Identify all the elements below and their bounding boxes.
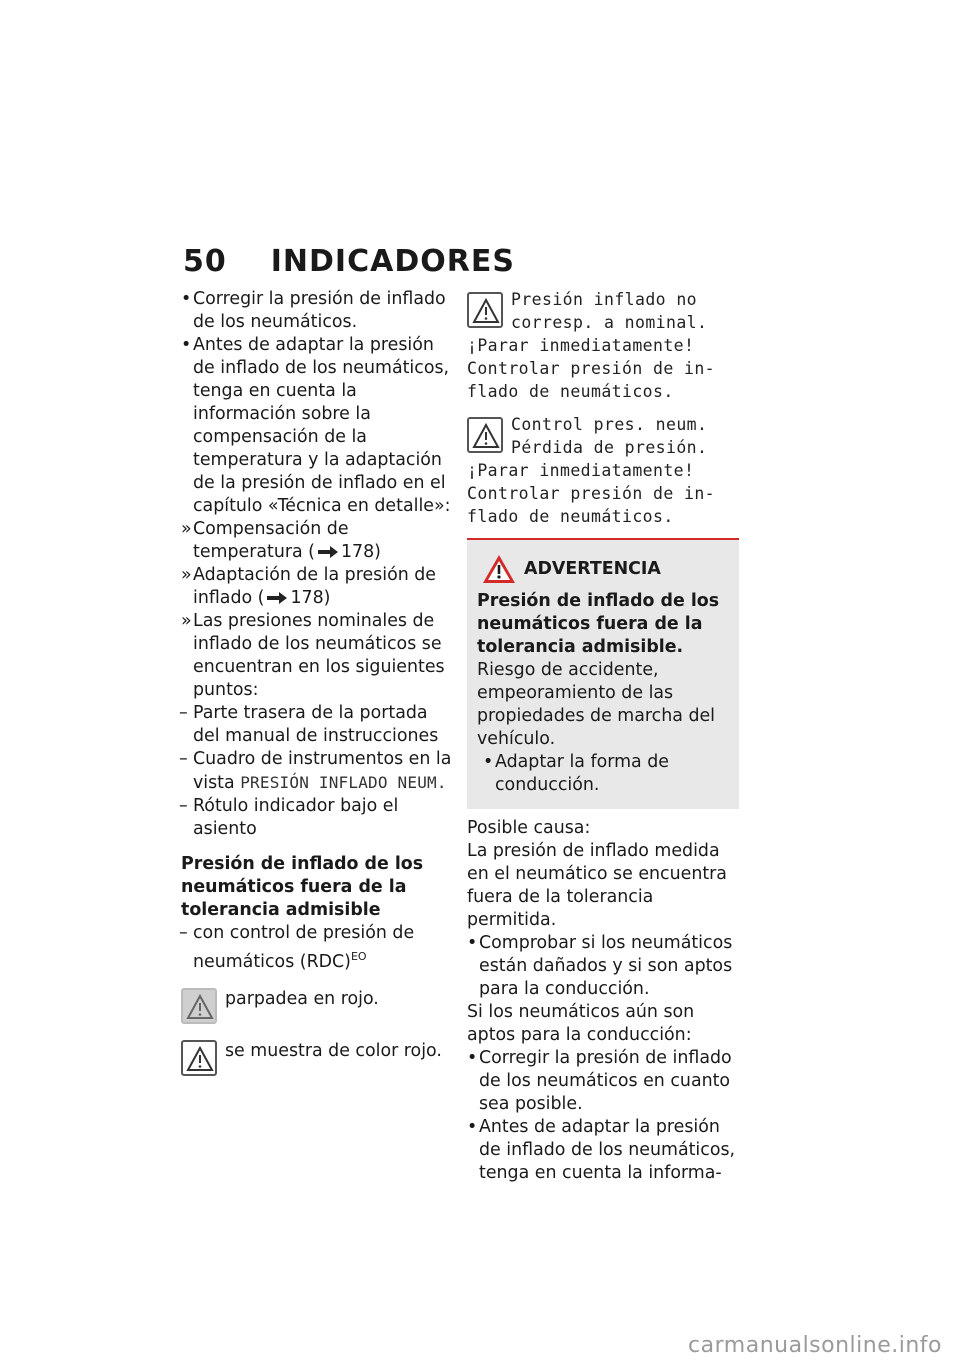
display-text: PRESIÓN INFLADO NEUM.	[240, 773, 447, 792]
list-item: – Cuadro de instrumentos en la vista PRESIÓN INFLADO NEUM.	[179, 749, 452, 793]
warning-triangle-icon	[467, 417, 503, 453]
arrow-right-icon	[317, 546, 339, 558]
warning-triangle-icon	[181, 988, 217, 1024]
list-item: • Adaptar la forma de conducción.	[483, 752, 669, 795]
reference-item[interactable]: » Compensación de temperatura ( 178)	[181, 519, 381, 562]
warning-body: Riesgo de accidente, empeoramiento de las propiedades de marcha del vehículo.	[477, 660, 716, 749]
list-item: – con control de presión de neumáticos (RDC)$^{EO}$	[179, 923, 415, 972]
list-item: • Comprobar si los neumáticos están dañados y si son aptos para la conducción.	[467, 933, 733, 999]
watermark-link[interactable]: carmanualsonline.info	[688, 1333, 942, 1358]
page-title: INDICADORES	[270, 244, 515, 279]
arrow-right-icon	[266, 592, 288, 604]
list-item: • Antes de adaptar la presión de inflado de los neumáticos, tenga en cuenta la información sobre la compensación de la temperatura y la adaptación de la presión de inflado en el capítulo «Técnica en detalle»:	[181, 335, 451, 516]
list-item: • Corregir la presión de inflado de los neumáticos en cuanto sea posible.	[467, 1048, 732, 1114]
cause-text: La presión de inflado medida en el neumático se encuentra fuera de la tolerancia permitida.	[467, 841, 727, 930]
display-message: Presión inflado no corresp. a nominal. ¡Parar inmediatamente! Controlar presión de in- flado de neumáticos.	[467, 290, 716, 401]
warning-triangle-icon	[467, 292, 503, 328]
warning-triangle-icon	[482, 554, 516, 584]
page-number: 50	[183, 244, 227, 279]
warning-heading: Presión de inflado de los neumáticos fuera de la tolerancia admisible.	[477, 591, 720, 657]
section-heading: Presión de inflado de los neumáticos fuera de la tolerancia admisible	[181, 854, 424, 920]
paragraph: Si los neumáticos aún son aptos para la conducción:	[467, 1002, 695, 1045]
reference-item[interactable]: » Adaptación de la presión de inflado ( 178)	[181, 565, 436, 608]
warning-box	[467, 540, 739, 809]
list-item: • Corregir la presión de inflado de los neumáticos.	[181, 289, 446, 332]
list-item: – Parte trasera de la portada del manual de instrucciones	[179, 703, 439, 746]
list-item: – Rótulo indicador bajo el asiento	[179, 796, 399, 839]
cause-label: Posible causa:	[467, 818, 591, 838]
left-column	[181, 288, 453, 1080]
warning-triangle-icon	[181, 1040, 217, 1076]
equipment-code: EO	[350, 950, 367, 963]
display-message: Control pres. neum. Pérdida de presión. ¡Parar inmediatamente! Controlar presión de in- flado de neumáticos.	[467, 415, 716, 526]
right-column	[467, 288, 739, 1185]
list-item: • Antes de adaptar la presión de inflado de los neumáticos, tenga en cuenta la informa-	[467, 1117, 736, 1183]
indicator-row: se muestra de color rojo.	[181, 1040, 453, 1080]
indicator-row: parpadea en rojo.	[181, 988, 453, 1028]
list-item: » Las presiones nominales de inflado de los neumáticos se encuentran en los siguientes puntos:	[181, 611, 445, 700]
warning-title: ADVERTENCIA	[482, 554, 729, 584]
page-header	[183, 244, 515, 279]
